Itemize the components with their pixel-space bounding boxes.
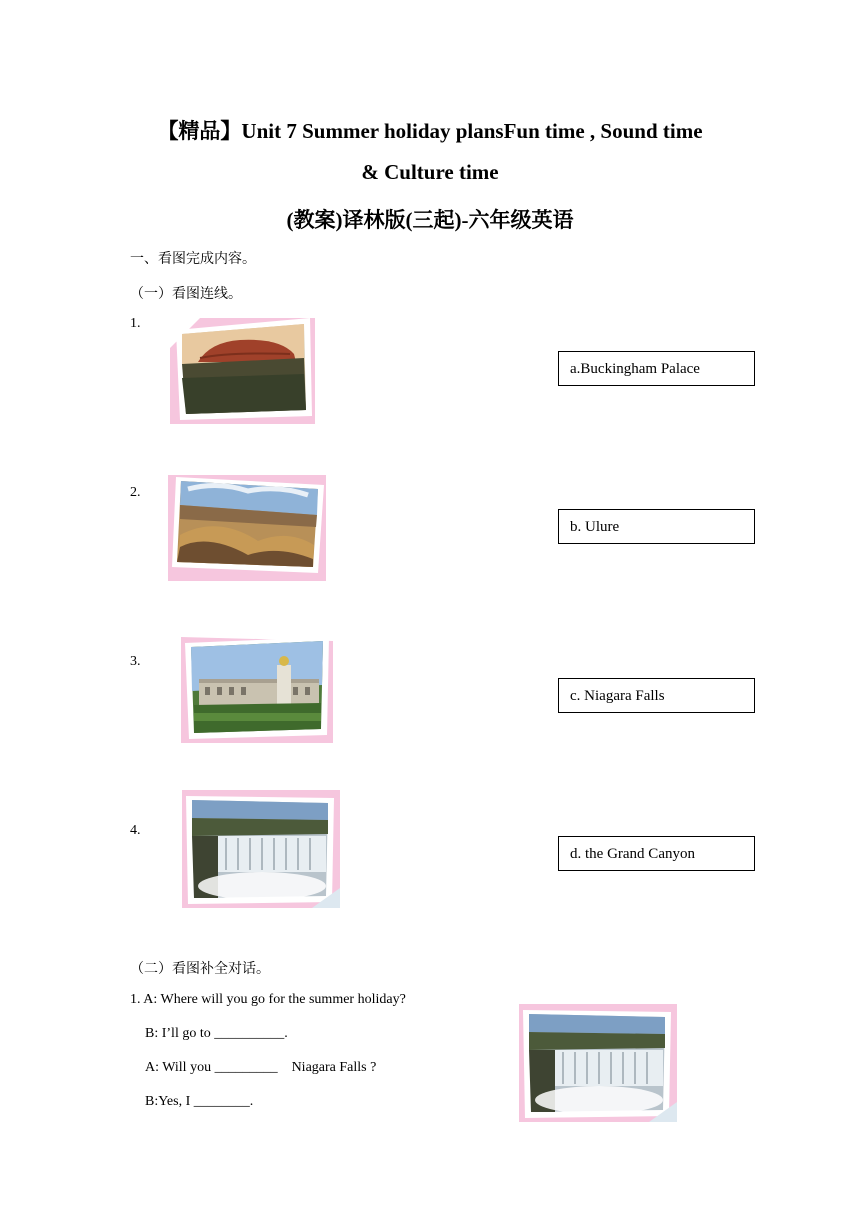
page-title-line-1: 【精品】Unit 7 Summer holiday plansFun time , Sound time [157, 119, 703, 143]
answer-box-a: a.Buckingham Palace [558, 351, 755, 386]
part2-heading: （二）看图补全对话。 [130, 962, 270, 977]
buckingham-palace-photo [181, 633, 333, 743]
niagara-falls-dialogue-photo [519, 1004, 677, 1122]
question-number-1: 1. [130, 316, 141, 331]
part1-heading: （一）看图连线。 [130, 287, 242, 302]
question-number-2: 2. [130, 485, 141, 500]
question-number-3: 3. [130, 654, 141, 669]
question-number-4: 4. [130, 823, 141, 838]
section-heading: 一、看图完成内容。 [130, 252, 256, 267]
uluru-photo [170, 318, 315, 424]
dialogue-line-2: B: I’ll go to __________. [145, 1026, 288, 1041]
dialogue-line-3: A: Will you _________ Niagara Falls ? [145, 1060, 377, 1075]
answer-box-d: d. the Grand Canyon [558, 836, 755, 871]
dialogue-line-1: 1. A: Where will you go for the summer holiday? [130, 992, 406, 1007]
dialogue-line-4: B:Yes, I ________. [145, 1094, 254, 1109]
answer-box-c: c. Niagara Falls [558, 678, 755, 713]
answer-box-b: b. Ulure [558, 509, 755, 544]
page-title-line-3: (教案)译林版(三起)-六年级英语 [286, 208, 574, 232]
niagara-falls-photo [182, 790, 340, 908]
page-title-line-2: & Culture time [361, 160, 499, 184]
grand-canyon-photo [168, 475, 326, 581]
